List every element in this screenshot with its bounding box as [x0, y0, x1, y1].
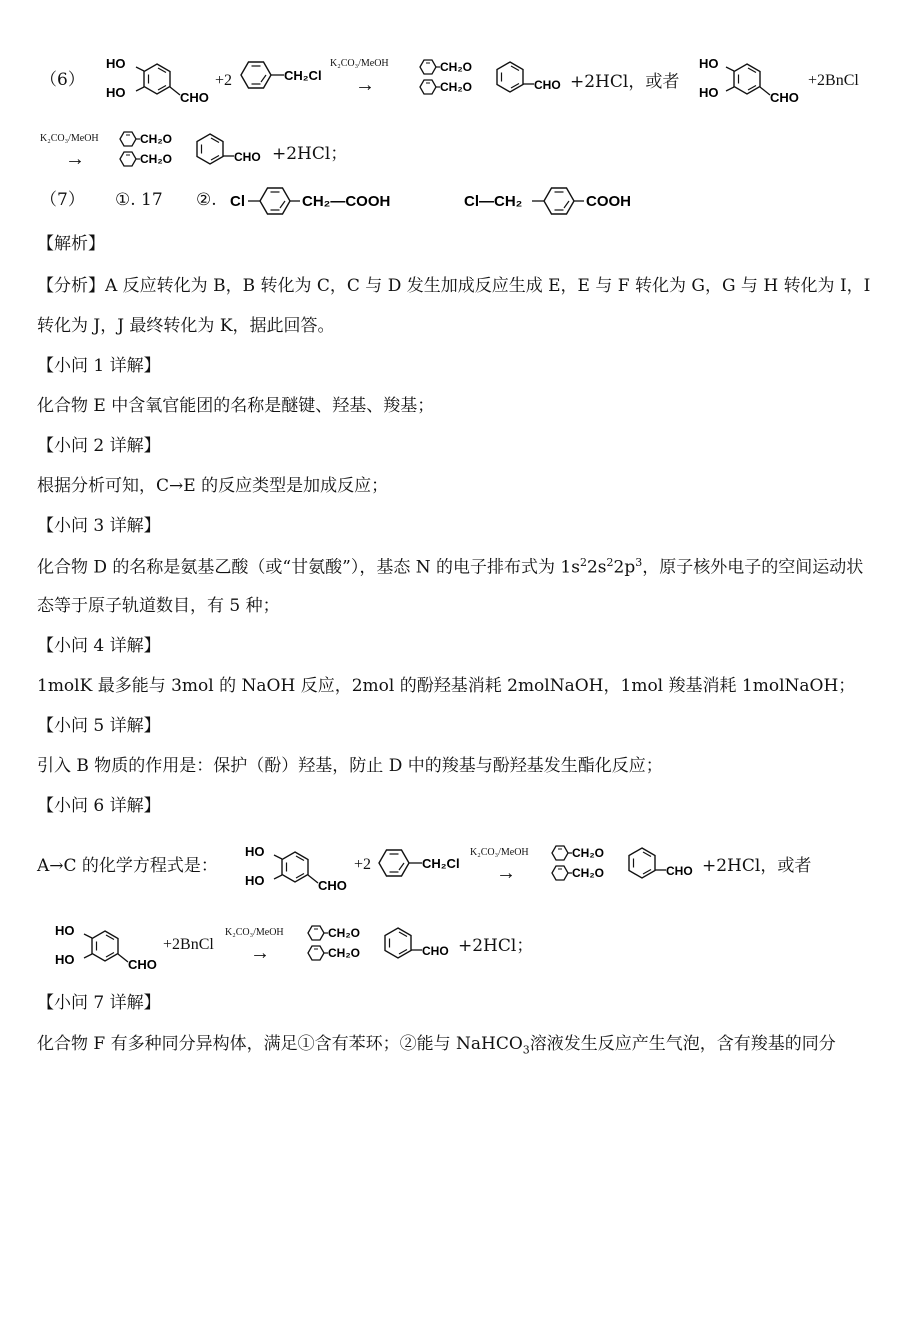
- ch2o-label: CH₂O: [140, 152, 172, 166]
- reaction-arrow: →: [355, 74, 375, 96]
- q4-heading: 【小问 4 详解】: [37, 636, 161, 656]
- answer6-number: （6）: [40, 70, 85, 90]
- ho-label: HO: [699, 56, 719, 71]
- reaction-condition: K₂CO₃/MeOH: [225, 927, 284, 938]
- q2-heading: 【小问 2 详解】: [37, 436, 161, 456]
- q5-heading: 【小问 5 详解】: [37, 716, 161, 736]
- q6-lead: A→C 的化学方程式是：: [37, 856, 218, 876]
- plus-two: +2: [354, 856, 372, 873]
- reaction-condition: K₂CO₃/MeOH: [330, 58, 389, 69]
- ch2cl-label: CH₂Cl: [284, 68, 322, 83]
- benzyl-chloride-structure: [236, 58, 341, 92]
- q7-heading: 【小问 7 详解】: [37, 993, 161, 1013]
- q3-text1: [37, 557, 863, 577]
- q3-heading: 【小问 3 详解】: [37, 516, 161, 536]
- q1-heading: 【小问 1 详解】: [37, 356, 161, 376]
- cho-label: CHO: [128, 957, 157, 972]
- cho-label: CHO: [318, 878, 347, 893]
- benzyl-chloride-structure: [374, 846, 479, 880]
- fenxi-line2: 转化为 J，J 最终转化为 K，据此回答。: [37, 316, 335, 336]
- q5-text: 引入 B 物质的作用是：保护（酚）羟基，防止 D 中的羧基与酚羟基发生酯化反应；: [37, 756, 663, 776]
- dibenzyl-product-structure: [550, 842, 705, 884]
- reaction-arrow: →: [65, 148, 85, 170]
- ho-label: HO: [55, 923, 75, 938]
- cho-label: CHO: [534, 78, 561, 92]
- dibenzyl-product-structure: [306, 922, 461, 964]
- reaction-condition: K₂CO₃/MeOH: [40, 133, 99, 144]
- cho-label: CHO: [422, 944, 449, 958]
- ch2o-label: CH₂O: [440, 80, 472, 94]
- orbital-2s: 2s: [586, 557, 607, 578]
- hcl-text: +2HCl，或者: [702, 856, 812, 876]
- cho-label: CHO: [770, 90, 799, 105]
- cooh-label: COOH: [586, 193, 631, 210]
- ch2o-label: CH₂O: [440, 60, 472, 74]
- q3-text1b: ，原子核外电子的空间运动状: [642, 557, 864, 578]
- ho-label: HO: [106, 85, 126, 100]
- q2-text: 根据分析可知，C→E 的反应类型是加成反应；: [37, 476, 389, 496]
- fenxi-line1: 【分析】A 反应转化为 B，B 转化为 C，C 与 D 发生加成反应生成 E，E 与 F 转化为 G，G 与 H 转化为 I，I: [37, 276, 871, 296]
- q7-text: [37, 1036, 836, 1055]
- q1-text: 化合物 E 中含氧官能团的名称是醚键、羟基、羧基；: [37, 396, 435, 416]
- ho-label: HO: [245, 844, 265, 859]
- reaction-arrow: →: [250, 942, 270, 964]
- ch2o-label: CH₂O: [328, 946, 360, 960]
- plus-2bncl: +2BnCl: [808, 72, 859, 89]
- superscript: 3: [635, 556, 643, 569]
- ch2o-label: CH₂O: [140, 132, 172, 146]
- answer7-mark2: ②.: [196, 190, 217, 210]
- q7-text-a: 化合物 F 有多种同分异构体，满足①含有苯环；②能与 NaHCO: [37, 1034, 523, 1054]
- ch2o-label: CH₂O: [572, 846, 604, 860]
- cho-label: CHO: [666, 864, 693, 878]
- q3-text1a: 化合物 D 的名称是氨基乙酸（或“甘氨酸”），基态 N 的电子排布式为 1s: [37, 557, 580, 578]
- isomer-count: ①. 17: [115, 190, 163, 210]
- catechol-aldehyde-structure: [50, 917, 170, 975]
- catechol-aldehyde-structure: [240, 838, 360, 896]
- jiexi-heading: 【解析】: [37, 234, 105, 254]
- ch2cl-label: CH₂Cl: [422, 856, 460, 871]
- hcl-text: +2HCl，或者: [570, 72, 680, 92]
- cl-ch2-label: Cl—CH₂: [464, 193, 523, 210]
- hcl-end-text: +2HCl；: [458, 936, 534, 956]
- isomer-structure-2: [462, 184, 662, 218]
- ho-label: HO: [699, 85, 719, 100]
- isomer-structure-1: [228, 184, 433, 218]
- plus-two: +2: [215, 72, 233, 89]
- superscript: 2: [606, 556, 614, 569]
- q3-text2: 态等于原子轨道数目，有 5 种；: [37, 596, 280, 616]
- plus-2bncl: +2BnCl: [163, 936, 214, 953]
- cho-label: CHO: [180, 90, 209, 105]
- hcl-end-text: +2HCl；: [272, 144, 348, 164]
- answer7-number: （7）: [40, 190, 85, 210]
- cho-label: CHO: [234, 150, 261, 164]
- ch2o-label: CH₂O: [572, 866, 604, 880]
- catechol-aldehyde-structure: [695, 50, 815, 108]
- orbital-2p: 2p: [613, 557, 636, 578]
- q7-text-b: 溶液发生反应产生气泡，含有羧基的同分: [529, 1034, 836, 1054]
- cl-label: Cl: [230, 193, 245, 210]
- reaction-arrow: →: [496, 862, 516, 884]
- ho-label: HO: [55, 952, 75, 967]
- ho-label: HO: [245, 873, 265, 888]
- superscript: 2: [579, 556, 587, 569]
- ho-label: HO: [106, 56, 126, 71]
- dibenzyl-product-structure: [418, 56, 573, 98]
- reaction-condition: K₂CO₃/MeOH: [470, 847, 529, 858]
- ch2o-label: CH₂O: [328, 926, 360, 940]
- catechol-aldehyde-structure: [100, 50, 233, 108]
- q6-heading: 【小问 6 详解】: [37, 796, 161, 816]
- subscript: 3: [522, 1043, 530, 1057]
- dibenzyl-product-structure: [118, 128, 273, 170]
- ch2-cooh-label: CH₂—COOH: [302, 193, 391, 210]
- q4-text: 1molK 最多能与 3mol 的 NaOH 反应，2mol 的酚羟基消耗 2molNaOH，1mol 羧基消耗 1molNaOH；: [37, 676, 856, 696]
